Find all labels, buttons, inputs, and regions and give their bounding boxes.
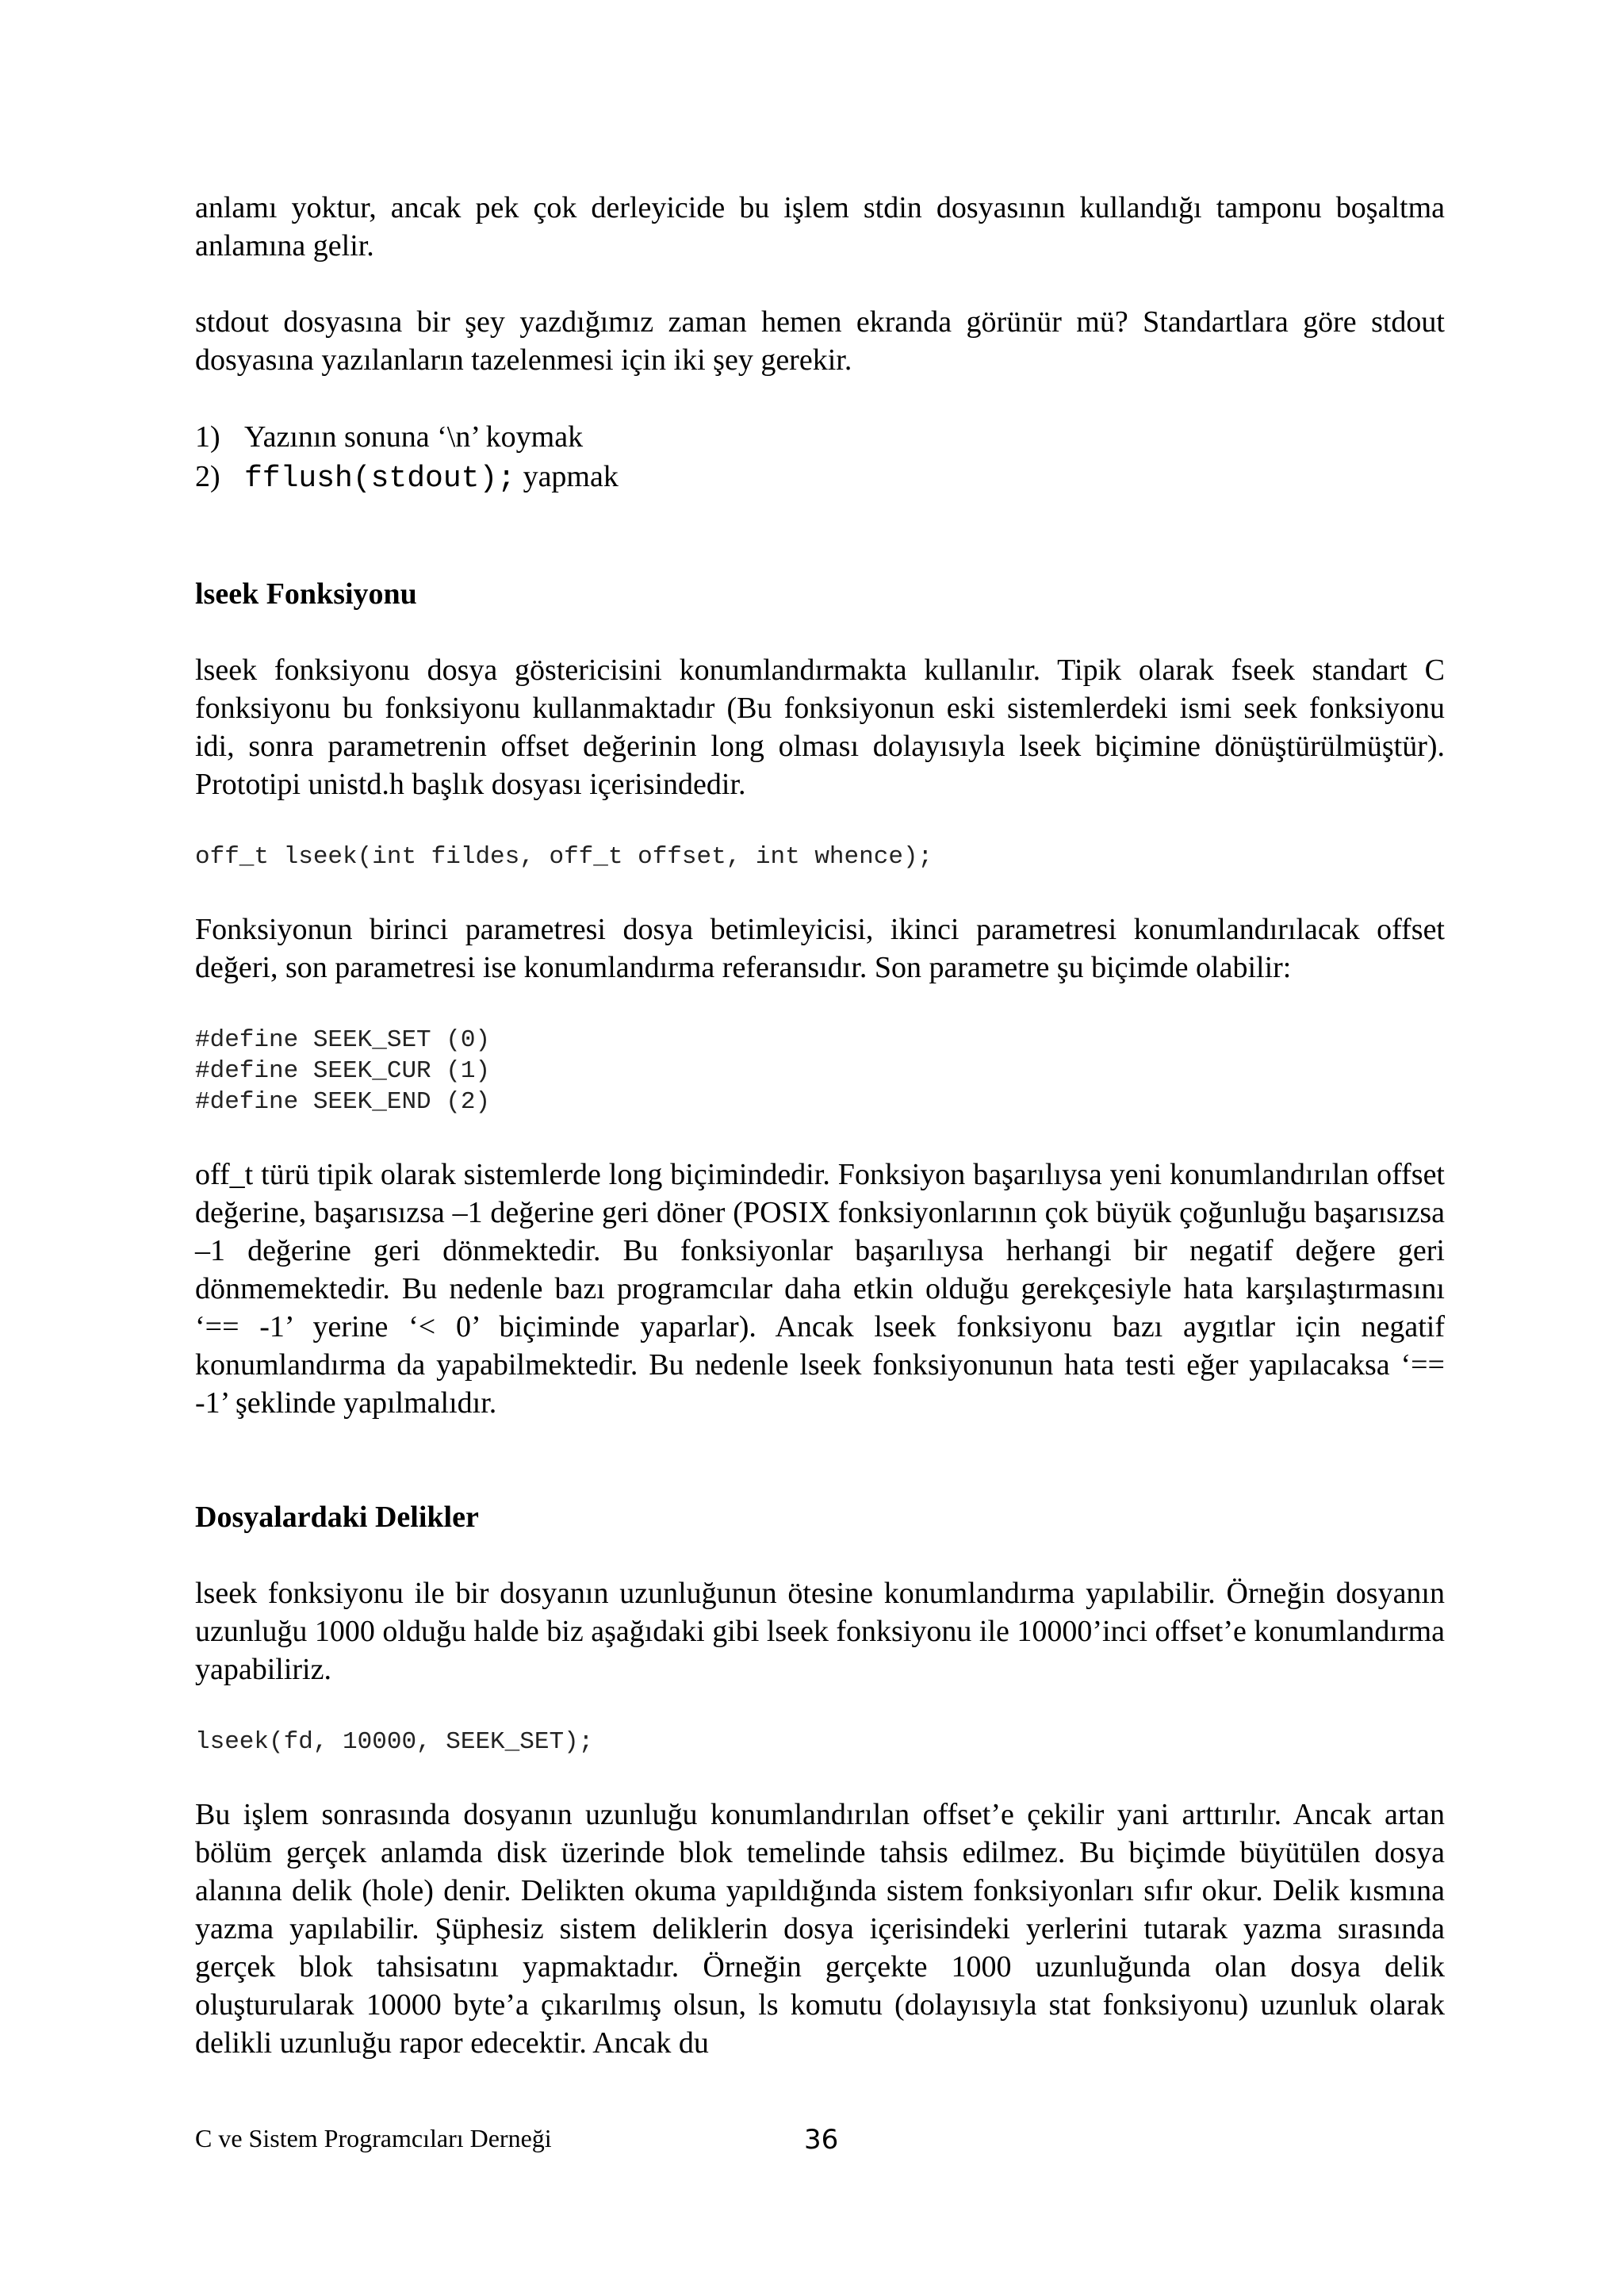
paragraph-holes-intro: lseek fonksiyonu ile bir dosyanın uzunluğunun ötesine konumlandırma yapılabilir. Örneğin dosyanın uzunluğu 1000 olduğu halde biz aşağıdaki gibi lseek fonksiyonu ile 10000’inci offset’e konumlandırma yapabiliriz. [195, 1577, 1445, 1686]
list-text: fflush(stdout); yapmak [244, 460, 619, 496]
code-block-lseek-call: lseek(fd, 10000, SEEK_SET); [195, 1728, 594, 1756]
list-number: 2) [195, 460, 220, 493]
paragraph-return-value: off_t türü tipik olarak sistemlerde long biçimindedir. Fonksiyon başarılıysa yeni konumlandırılan offset değerine, başarısızsa –1 değerine geri döner (POSIX fonksiyonlarının çok büyük çoğunluğu başarısızsa –1 değerine geri dönmektedir. Bu fonksiyonlar başarılıysa herhangi bir negatif değere geri dönmemektedir. Bu nedenle bazı programcılar daha etkin olduğu gerekçesiyle hata karşılaştırmasını ‘== -1’ yerine ‘< 0’ biçiminde yaparlar). Ancak lseek fonksiyonu bazı aygıtlar için negatif konumlandırma da yapabilmektedir. Bu nedenle lseek fonksiyonunun hata testi eğer yapılacaksa ‘== -1’ şeklinde yapılmalıdır. [195, 1158, 1445, 1420]
list-text: Yazının sonuna ‘\n’ koymak [244, 420, 584, 454]
paragraph-holes-details: Bu işlem sonrasında dosyanın uzunluğu konumlandırılan offset’e çekilir yani arttırılır. Ancak artan bölüm gerçek anlamda disk üzerinde blok temelinde tahsis edilmez. Bu biçimde büyütülen dosya alanına delik (hole) denir. Delikten okuma yapıldığında sistem fonksiyonları sıfır okur. Delik kısmına yazma yapılabilir. Şüphesiz sistem deliklerin dosya içerisindeki yerlerini tutarak yazma sırasında gerçek blok tahsisatını yapmaktadır. Örneğin gerçekte 1000 uzunluğunda olan dosya delik oluşturularak 10000 byte’a çıkarılmış olsun, ls komutu (dolayısıyla stat fonksiyonu) uzunluk olarak delikli uzunluğu rapor edecektir. Ancak du [195, 1798, 1445, 2060]
paragraph-lseek-description: lseek fonksiyonu dosya göstericisini konumlandırmakta kullanılır. Tipik olarak fseek standart C fonksiyonu bu fonksiyonu kullanmaktadır (Bu fonksiyonun eski sistemlerdeki ismi seek fonksiyonu idi, sonra parametrenin offset değerinin long olması dolayısıyla lseek biçimine dönüştürülmüştür). Prototipi unistd.h başlık dosyası içerisindedir. [195, 654, 1445, 801]
section-heading-holes: Dosyalardaki Delikler [195, 1501, 479, 1534]
code-block-prototype: off_t lseek(int fildes, off_t offset, int whence); [195, 843, 933, 871]
list-item [195, 417, 1445, 457]
footer-organization: C ve Sistem Programcıları Derneği [195, 2124, 552, 2152]
document-page [195, 189, 1445, 2100]
paragraph-stdin-flush: anlamı yoktur, ancak pek çok derleyicide bu işlem stdin dosyasının kullandığı tamponu boşaltma anlamına gelir. [195, 191, 1445, 263]
list-item [195, 457, 1445, 499]
numbered-list [195, 417, 1445, 499]
paragraph-parameters: Fonksiyonun birinci parametresi dosya betimleyicisi, ikinci parametresi konumlandırılacak offset değeri, son parametresi ise konumlandırma referansıdır. Son parametre şu biçimde olabilir: [195, 913, 1445, 984]
section-heading-lseek: lseek Fonksiyonu [195, 577, 417, 611]
code-block-defines: #define SEEK_SET (0) #define SEEK_CUR (1) #define SEEK_END (2) [195, 1026, 491, 1116]
inline-code: fflush(stdout); [244, 462, 516, 496]
list-number: 1) [195, 420, 220, 454]
paragraph-stdout-question: stdout dosyasına bir şey yazdığımız zaman hemen ekranda görünür mü? Standartlara göre stdout dosyasına yazılanların tazelenmesi için iki şey gerekir. [195, 305, 1445, 377]
page-footer [195, 2124, 1445, 2162]
page-number: 36 [804, 2124, 839, 2156]
